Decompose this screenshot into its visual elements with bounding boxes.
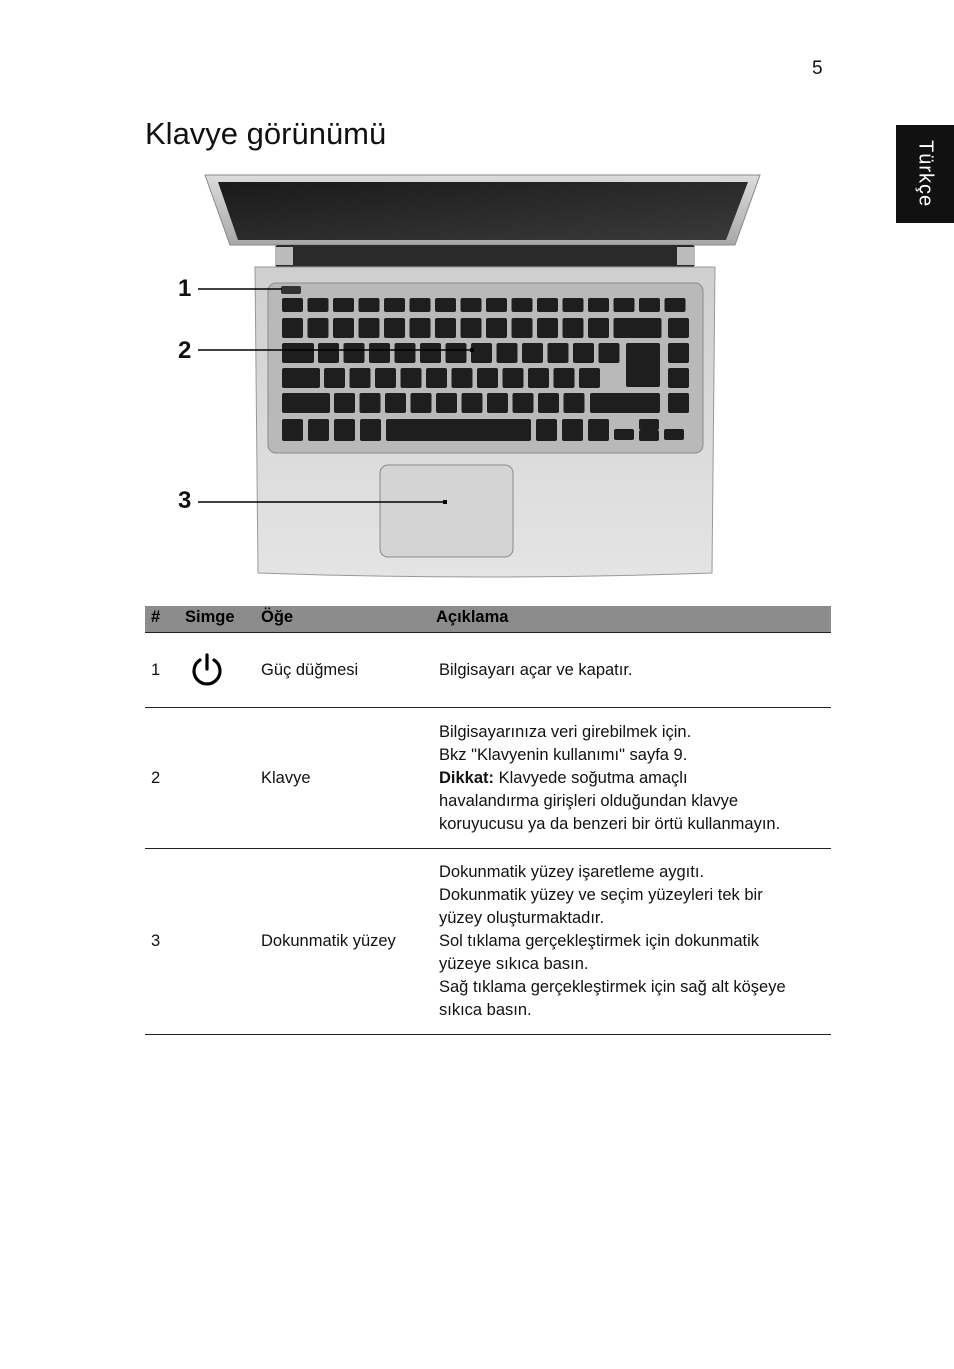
- header-item: Öğe: [261, 606, 436, 633]
- keyboard-key: [375, 368, 396, 388]
- page-title: Klavye görünümü: [145, 116, 387, 151]
- keyboard-key: [461, 298, 482, 312]
- keyboard-key: [614, 318, 662, 338]
- keyboard-key: [461, 318, 482, 338]
- keyboard-key: [512, 298, 533, 312]
- laptop-illustration: [160, 165, 780, 585]
- keyboard-key: [360, 419, 381, 441]
- keyboard-key: [512, 318, 533, 338]
- keyboard-key: [385, 393, 406, 413]
- laptop-keyboard-figure: [160, 165, 780, 585]
- power-icon: [189, 652, 225, 688]
- keyboard-key: [435, 318, 456, 338]
- description-line: havalandırma girişleri olduğundan klavye: [439, 791, 739, 810]
- callout-1: 1: [178, 275, 192, 302]
- keyboard-key: [359, 298, 380, 312]
- keyboard-key: [668, 318, 689, 338]
- keyboard-key: [359, 318, 380, 338]
- language-tab: [896, 125, 954, 223]
- keyboard-key: [497, 343, 518, 363]
- callout-3: 3: [178, 487, 192, 514]
- keyboard-key: [537, 318, 558, 338]
- keyboard-key: [333, 298, 354, 312]
- keyboard-key: [503, 368, 524, 388]
- keyboard-key: [426, 368, 447, 388]
- keyboard-key: [308, 318, 329, 338]
- keyboard-key: [588, 419, 609, 441]
- keyboard-key: [410, 318, 431, 338]
- header-icon: Simge: [185, 606, 261, 633]
- callout-2: 2: [178, 337, 192, 364]
- table-row: [145, 633, 831, 708]
- keyboard-key: [536, 419, 557, 441]
- keyboard-key: [401, 368, 422, 388]
- row-number: 2: [145, 708, 185, 849]
- keyboard-key: [664, 429, 684, 440]
- keyboard-key: [446, 343, 467, 363]
- keyboard-key: [334, 419, 355, 441]
- power-button-illustration: [281, 286, 301, 294]
- description-line: Dokunmatik yüzey ve seçim yüzeyleri tek bir: [439, 886, 763, 904]
- keyboard-key: [282, 368, 320, 388]
- keyboard-key: [395, 343, 416, 363]
- description-line: Bkz "Klavyenin kullanımı" sayfa 9.: [439, 745, 688, 764]
- keyboard-key: [562, 419, 583, 441]
- keyboard-key: [588, 318, 609, 338]
- keyboard-key: [420, 343, 441, 363]
- keyboard-key: [308, 298, 329, 312]
- table-row: [145, 708, 831, 849]
- keyboard-key: [360, 393, 381, 413]
- keyboard-key: [435, 298, 456, 312]
- language-tab-label: Türkçe: [914, 140, 937, 208]
- description-line: Sol tıklama gerçekleştirmek için dokunmatik: [439, 932, 760, 950]
- description-line: Bilgisayarı açar ve kapatır.: [439, 660, 633, 679]
- keyboard-key: [548, 343, 569, 363]
- note-text: Klavyede soğutma amaçlı: [494, 768, 688, 787]
- keyboard-key: [639, 298, 660, 312]
- keyboard-key: [318, 343, 339, 363]
- row-description: [436, 849, 831, 1035]
- keyboard-key: [522, 343, 543, 363]
- keyboard-key: [308, 419, 329, 441]
- keyboard-key: [386, 419, 531, 441]
- keyboard-key: [668, 343, 689, 363]
- keyboard-key: [599, 343, 620, 363]
- keyboard-key: [369, 343, 390, 363]
- keyboard-key: [626, 343, 660, 387]
- keyboard-key: [487, 393, 508, 413]
- keyboard-key: [590, 393, 660, 413]
- keyboard-key: [668, 393, 689, 413]
- note-label: Dikkat:: [439, 768, 495, 787]
- keyboard-key: [537, 298, 558, 312]
- component-table: [145, 606, 831, 1035]
- page-number: 5: [812, 58, 823, 79]
- keyboard-key: [563, 318, 584, 338]
- row-item: Dokunmatik yüzey: [261, 849, 436, 1035]
- keyboard-key: [573, 343, 594, 363]
- description-line: koruyucusu ya da benzeri bir örtü kullanmayın.: [439, 814, 781, 833]
- keyboard-key: [668, 368, 689, 388]
- keyboard-key: [410, 298, 431, 312]
- keyboard-key: [282, 318, 303, 338]
- row-icon-cell: [185, 708, 261, 849]
- row-description: [436, 633, 831, 708]
- keyboard-key: [477, 368, 498, 388]
- keyboard-key: [333, 318, 354, 338]
- row-description: [436, 708, 831, 849]
- keyboard-key: [282, 298, 303, 312]
- keyboard-key: [436, 393, 457, 413]
- keyboard-key: [554, 368, 575, 388]
- keyboard-key: [486, 298, 507, 312]
- description-line: yüzeye sıkıca basın.: [439, 955, 589, 973]
- row-number: 1: [145, 633, 185, 708]
- description-line: sıkıca basın.: [439, 1001, 532, 1019]
- keyboard-key: [614, 429, 634, 440]
- keyboard-key: [614, 298, 635, 312]
- row-item: Güç düğmesi: [261, 633, 436, 708]
- keyboard-key: [282, 343, 314, 363]
- keyboard-key: [563, 298, 584, 312]
- row-item: Klavye: [261, 708, 436, 849]
- table-row: [145, 849, 831, 1035]
- keyboard-key: [384, 298, 405, 312]
- table-header-row: [145, 606, 831, 633]
- row-icon-cell: [185, 633, 261, 708]
- header-number: #: [145, 606, 185, 633]
- description-line: Bilgisayarınıza veri girebilmek için.: [439, 722, 692, 741]
- description-line: Dokunmatik yüzey işaretleme aygıtı.: [439, 863, 705, 881]
- keyboard-key: [334, 393, 355, 413]
- keyboard-key: [639, 430, 659, 441]
- keyboard-key: [486, 318, 507, 338]
- row-icon-cell: [185, 849, 261, 1035]
- keyboard-key: [350, 368, 371, 388]
- keyboard-key: [513, 393, 534, 413]
- keyboard-key: [384, 318, 405, 338]
- header-description: Açıklama: [436, 606, 831, 633]
- keyboard-key: [588, 298, 609, 312]
- description-note-line: [439, 767, 831, 790]
- keyboard-key: [538, 393, 559, 413]
- keyboard-key: [282, 419, 303, 441]
- keyboard-key: [639, 419, 659, 430]
- keyboard-key: [324, 368, 345, 388]
- keyboard-key: [579, 368, 600, 388]
- keyboard-key: [564, 393, 585, 413]
- keyboard-key: [282, 393, 330, 413]
- keyboard-key: [462, 393, 483, 413]
- description-line: yüzey oluşturmaktadır.: [439, 909, 605, 927]
- description-line: Sağ tıklama gerçekleştirmek için sağ alt köşeye: [439, 978, 786, 996]
- keyboard-key: [452, 368, 473, 388]
- keyboard-key: [471, 343, 492, 363]
- row-number: 3: [145, 849, 185, 1035]
- keyboard-key: [411, 393, 432, 413]
- keyboard-key: [665, 298, 686, 312]
- keyboard-key: [528, 368, 549, 388]
- keyboard-key: [344, 343, 365, 363]
